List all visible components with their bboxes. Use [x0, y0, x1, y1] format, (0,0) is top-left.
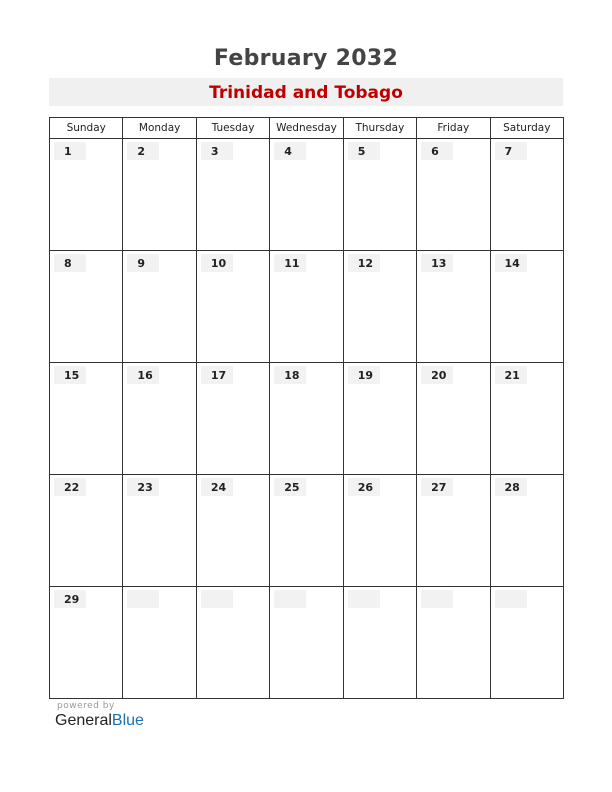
day-cell-empty	[343, 587, 416, 699]
day-number: 24	[201, 478, 233, 496]
day-number: 17	[201, 366, 233, 384]
weekday-saturday: Saturday	[490, 118, 563, 139]
day-cell	[490, 139, 563, 251]
day-cell	[417, 139, 490, 251]
day-number: 29	[54, 590, 86, 608]
day-cell	[270, 363, 343, 475]
weekday-sunday: Sunday	[50, 118, 123, 139]
day-cell	[490, 251, 563, 363]
week-row	[50, 587, 564, 699]
day-cell	[343, 251, 416, 363]
weekday-thursday: Thursday	[343, 118, 416, 139]
day-cell	[50, 251, 123, 363]
day-number: 26	[348, 478, 380, 496]
brand-blue: Blue	[111, 712, 144, 729]
day-cell	[50, 139, 123, 251]
day-cell	[270, 251, 343, 363]
week-row	[50, 139, 564, 251]
day-number: 13	[421, 254, 453, 272]
day-number: 9	[127, 254, 159, 272]
day-number: 21	[495, 366, 527, 384]
day-number: 7	[495, 142, 527, 160]
day-cell-empty	[123, 587, 196, 699]
day-cell	[490, 475, 563, 587]
day-number: 10	[201, 254, 233, 272]
day-cell	[490, 363, 563, 475]
day-number: 19	[348, 366, 380, 384]
day-number: 25	[274, 478, 306, 496]
week-row	[50, 363, 564, 475]
day-number: 14	[495, 254, 527, 272]
weekday-tuesday: Tuesday	[196, 118, 269, 139]
day-number: 4	[274, 142, 306, 160]
day-number: 23	[127, 478, 159, 496]
day-number-placeholder	[274, 590, 306, 608]
day-cell	[417, 475, 490, 587]
day-number: 16	[127, 366, 159, 384]
day-cell	[270, 139, 343, 251]
day-cell	[417, 251, 490, 363]
day-cell	[196, 251, 269, 363]
day-cell	[343, 363, 416, 475]
day-cell	[196, 139, 269, 251]
day-number-placeholder	[201, 590, 233, 608]
brand-general: General	[55, 712, 112, 729]
day-number: 6	[421, 142, 453, 160]
day-number: 3	[201, 142, 233, 160]
day-cell	[123, 139, 196, 251]
weekday-friday: Friday	[417, 118, 490, 139]
day-number-placeholder	[348, 590, 380, 608]
day-cell	[343, 475, 416, 587]
day-cell	[196, 363, 269, 475]
week-row	[50, 475, 564, 587]
day-cell-empty	[196, 587, 269, 699]
day-number: 27	[421, 478, 453, 496]
day-number: 5	[348, 142, 380, 160]
day-number: 2	[127, 142, 159, 160]
day-cell-empty	[490, 587, 563, 699]
day-number-placeholder	[127, 590, 159, 608]
day-cell	[50, 587, 123, 699]
day-number: 1	[54, 142, 86, 160]
page-title: February 2032	[213, 46, 399, 71]
day-cell	[123, 475, 196, 587]
day-number: 18	[274, 366, 306, 384]
generalblue-logo[interactable]	[55, 712, 144, 730]
powered-by-label: powered by	[57, 701, 115, 711]
weekday-wednesday: Wednesday	[270, 118, 343, 139]
day-number-placeholder	[421, 590, 453, 608]
day-cell	[343, 139, 416, 251]
day-cell	[417, 363, 490, 475]
day-cell	[123, 251, 196, 363]
week-row	[50, 251, 564, 363]
day-cell-empty	[270, 587, 343, 699]
day-cell	[50, 475, 123, 587]
day-number: 12	[348, 254, 380, 272]
day-number: 20	[421, 366, 453, 384]
calendar-grid	[49, 117, 564, 699]
day-cell-empty	[417, 587, 490, 699]
weekday-header-row	[50, 118, 564, 139]
day-cell	[50, 363, 123, 475]
day-number: 8	[54, 254, 86, 272]
country-name: Trinidad and Tobago	[49, 78, 563, 106]
day-cell	[123, 363, 196, 475]
day-number: 15	[54, 366, 86, 384]
day-cell	[196, 475, 269, 587]
day-cell	[270, 475, 343, 587]
day-number: 28	[495, 478, 527, 496]
day-number: 22	[54, 478, 86, 496]
day-number: 11	[274, 254, 306, 272]
day-number-placeholder	[495, 590, 527, 608]
weekday-monday: Monday	[123, 118, 196, 139]
